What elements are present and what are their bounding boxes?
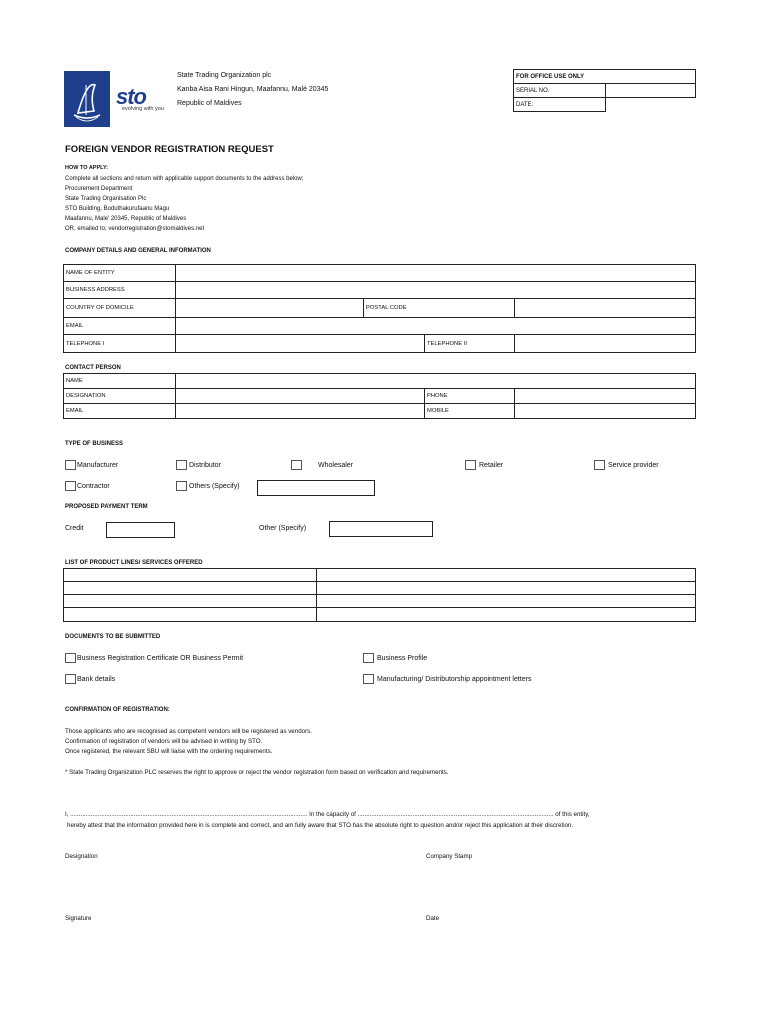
- contact-email-label: EMAIL: [63, 403, 176, 419]
- business-type-heading: TYPE OF BUSINESS: [65, 441, 124, 447]
- org-name: State Trading Organization plc: [177, 72, 272, 79]
- product-cell[interactable]: [316, 581, 696, 595]
- company-email-label: EMAIL: [63, 317, 176, 335]
- product-cell[interactable]: [63, 594, 317, 608]
- payment-heading: PROPOSED PAYMENT TERM: [65, 504, 148, 510]
- service-provider-label: Service provider: [608, 462, 659, 469]
- entity-name-field[interactable]: [175, 264, 696, 282]
- credit-field[interactable]: [106, 522, 175, 538]
- attest-statement: hereby attest that the information provided here in is complete and correct, and am fully aware that STO has the absolute right to question and/or reject this application at their discretion.: [67, 822, 574, 829]
- phone-label: PHONE: [424, 388, 515, 404]
- bank-details-checkbox[interactable]: [65, 674, 76, 684]
- telephone2-label: TELEPHONE II: [424, 334, 515, 353]
- contractor-label: Contractor: [77, 483, 110, 490]
- telephone1-field[interactable]: [175, 334, 425, 353]
- confirmation-line: Confirmation of registration of vendors will be advised in writing by STO.: [65, 738, 263, 745]
- org-address: Kanba Aisa Rani Hingun, Maafannu, Malé 20345: [177, 86, 329, 93]
- country-label: COUNTRY OF DOMICILE: [63, 298, 176, 318]
- retailer-checkbox[interactable]: [465, 460, 476, 470]
- confirmation-line: Once registered, the relevant SBU will liaise with the ordering requirements.: [65, 748, 273, 755]
- office-use-heading: FOR OFFICE USE ONLY: [514, 70, 696, 84]
- bank-details-label: Bank details: [77, 676, 116, 683]
- wholesaler-label: Wholesaler: [318, 462, 354, 469]
- brc-label: Business Registration Certificate OR Business Permit: [77, 655, 244, 662]
- confirmation-heading: CONFIRMATION OF REGISTRATION:: [65, 707, 170, 713]
- distributor-checkbox[interactable]: [176, 460, 187, 470]
- how-to-line: State Trading Organisation Plc: [65, 196, 147, 202]
- sto-logo-wordmark: sto: [116, 84, 146, 109]
- designation-signoff-label: Designation: [65, 853, 98, 860]
- mobile-label: MOBILE: [424, 403, 515, 419]
- how-to-line: OR, emailed to; vendorregistration@stomaldives.net: [65, 226, 205, 232]
- sto-logo-tagline: evolving with you: [122, 106, 164, 112]
- mobile-field[interactable]: [514, 403, 696, 419]
- company-email-field[interactable]: [175, 317, 696, 335]
- how-to-line: Procurement Department: [65, 186, 133, 192]
- product-cell[interactable]: [63, 568, 317, 582]
- office-use-table: [513, 69, 696, 112]
- business-address-label: BUSINESS ADDRESS: [63, 281, 176, 299]
- postal-code-label: POSTAL CODE: [363, 298, 515, 318]
- documents-heading: DOCUMENTS TO BE SUBMITTED: [65, 634, 161, 640]
- products-heading: LIST OF PRODUCT LINES/ SERVICES OFFERED: [65, 560, 203, 566]
- credit-label: Credit: [65, 525, 84, 532]
- postal-code-field[interactable]: [514, 298, 696, 318]
- sto-logo-emblem: [64, 71, 110, 127]
- how-to-line: STO Building, Boduthakurufaanu Magu: [65, 206, 170, 212]
- office-date-label: DATE:: [514, 98, 606, 112]
- product-cell[interactable]: [316, 607, 696, 622]
- confirmation-note: * State Trading Organization PLC reserves the right to approve or reject the vendor registration form based on verification and requirements.: [65, 769, 449, 776]
- company-stamp-label: Company Stamp: [426, 853, 473, 860]
- distributor-label: Distributor: [189, 462, 221, 469]
- contact-name-field[interactable]: [175, 373, 696, 389]
- telephone1-label: TELEPHONE I: [63, 334, 176, 353]
- entity-name-label: NAME OF ENTITY: [63, 264, 176, 282]
- manufacturing-letters-label: Manufacturing/ Distributorship appointment letters: [377, 676, 532, 683]
- business-profile-label: Business Profile: [377, 655, 428, 662]
- org-country: Republic of Maldives: [177, 100, 242, 107]
- business-address-field[interactable]: [175, 281, 696, 299]
- others-label: Others (Specify): [189, 483, 240, 490]
- designation-label: DESIGNATION: [63, 388, 176, 404]
- wholesaler-checkbox[interactable]: [291, 460, 302, 470]
- confirmation-line: Those applicants who are recognised as competent vendors will be registered as vendors.: [65, 728, 312, 735]
- how-to-line: Complete all sections and return with applicable support documents to the address below;: [65, 176, 304, 182]
- others-checkbox[interactable]: [176, 481, 187, 491]
- serial-no-label: SERIAL NO.: [514, 84, 606, 98]
- phone-field[interactable]: [514, 388, 696, 404]
- other-payment-label: Other (Specify): [259, 525, 307, 532]
- manufacturer-label: Manufacturer: [77, 462, 119, 469]
- product-cell[interactable]: [316, 594, 696, 608]
- product-cell[interactable]: [316, 568, 696, 582]
- retailer-label: Retailer: [479, 462, 504, 469]
- others-specify-field[interactable]: [257, 480, 375, 496]
- attest-line: I, .......................................................................................................................................... In the capacity of .................................................................................................................. of this entity,: [65, 811, 590, 818]
- how-to-line: Maafannu, Male' 20345, Republic of Maldives: [65, 216, 187, 222]
- product-cell[interactable]: [63, 607, 317, 622]
- other-payment-field[interactable]: [329, 521, 433, 537]
- contact-heading: CONTACT PERSON: [65, 365, 121, 371]
- serial-no-field[interactable]: [606, 84, 696, 98]
- brc-checkbox[interactable]: [65, 653, 76, 663]
- contractor-checkbox[interactable]: [65, 481, 76, 491]
- manufacturer-checkbox[interactable]: [65, 460, 76, 470]
- how-to-heading: HOW TO APPLY:: [65, 165, 109, 171]
- company-heading: COMPANY DETAILS AND GENERAL INFORMATION: [65, 248, 211, 254]
- page-title: FOREIGN VENDOR REGISTRATION REQUEST: [65, 144, 274, 155]
- date-label: Date: [426, 915, 440, 922]
- business-profile-checkbox[interactable]: [363, 653, 374, 663]
- signature-label: Signature: [65, 915, 92, 922]
- country-field[interactable]: [175, 298, 364, 318]
- telephone2-field[interactable]: [514, 334, 696, 353]
- product-cell[interactable]: [63, 581, 317, 595]
- manufacturing-letters-checkbox[interactable]: [363, 674, 374, 684]
- service-provider-checkbox[interactable]: [594, 460, 605, 470]
- designation-field[interactable]: [175, 388, 425, 404]
- contact-name-label: NAME: [63, 373, 176, 389]
- contact-email-field[interactable]: [175, 403, 425, 419]
